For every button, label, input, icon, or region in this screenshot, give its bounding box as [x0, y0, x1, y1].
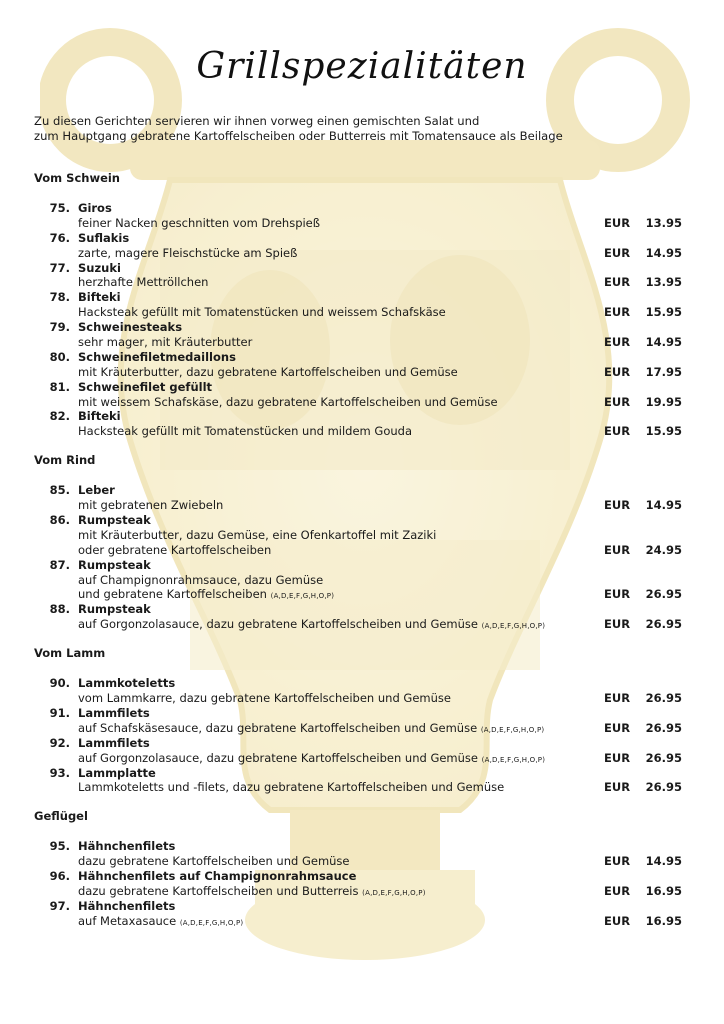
item-description: [78, 543, 271, 558]
item-currency: EUR: [604, 394, 631, 409]
item-currency: EUR: [604, 883, 631, 898]
item-description: [78, 617, 545, 634]
item-number: 96.: [49, 869, 70, 884]
menu-item: [0, 766, 724, 796]
item-description: [78, 854, 350, 869]
item-number: 95.: [49, 839, 70, 854]
item-currency: EUR: [604, 424, 631, 439]
item-description: [78, 498, 223, 513]
item-name: Rumpsteak: [78, 513, 151, 528]
allergen-codes: (A,D,E,F,G,H,O,P): [480, 725, 545, 734]
item-description-text: herzhafte Mettröllchen: [78, 275, 209, 290]
section-title: Vom Lamm: [34, 646, 106, 661]
item-description-text: auf Gorgonzolasauce, dazu gebratene Kartoffelscheiben und Gemüse: [78, 617, 478, 632]
menu-item: [0, 513, 724, 558]
item-name: Suflakis: [78, 230, 130, 245]
allergen-codes: (A,D,E,F,G,H,O,P): [481, 622, 546, 631]
item-price: 26.95: [645, 720, 682, 735]
item-description: [78, 573, 323, 588]
menu-item: [0, 320, 724, 350]
item-price: 13.95: [645, 215, 682, 230]
item-currency: EUR: [604, 498, 631, 513]
item-description-text: zarte, magere Fleischstücke am Spieß: [78, 245, 298, 260]
item-name: Lammplatte: [78, 765, 156, 780]
intro-line: zum Hauptgang gebratene Kartoffelscheiben oder Butterreis mit Tomatensauce als Beilage: [34, 129, 563, 143]
item-currency: EUR: [604, 245, 631, 260]
item-description: [78, 914, 243, 931]
item-description-text: Hacksteak gefüllt mit Tomatenstücken und mildem Gouda: [78, 424, 412, 439]
menu-item: [0, 736, 724, 766]
item-description-text: Hacksteak gefüllt mit Tomatenstücken und weissem Schafskäse: [78, 305, 446, 320]
item-description: [78, 780, 504, 795]
section-title: Vom Rind: [34, 453, 96, 468]
item-number: 91.: [49, 705, 70, 720]
item-price: 15.95: [645, 305, 682, 320]
item-number: 90.: [49, 676, 70, 691]
menu-item: [0, 676, 724, 706]
menu-item: [0, 558, 724, 603]
item-currency: EUR: [604, 691, 631, 706]
item-number: 87.: [49, 557, 70, 572]
item-description-text: feiner Nacken geschnitten vom Drehspieß: [78, 215, 321, 230]
item-description-text: auf Schafskäsesauce, dazu gebratene Kartoffelscheiben und Gemüse: [78, 720, 478, 735]
item-number: 75.: [49, 201, 70, 215]
item-description-text: mit Kräuterbutter, dazu gebratene Kartoffelscheiben und Gemüse: [78, 364, 458, 379]
item-name: Lammkoteletts: [78, 676, 176, 691]
item-price: 19.95: [645, 394, 682, 409]
item-name: Lammfilets: [78, 735, 150, 750]
intro-text: [34, 114, 694, 144]
menu-list: [0, 171, 724, 943]
item-name: Rumpsteak: [78, 557, 151, 572]
menu-item: [0, 261, 724, 291]
item-currency: EUR: [604, 913, 631, 928]
menu-item: [0, 839, 724, 869]
menu-item: [0, 380, 724, 410]
item-description-text: auf Gorgonzolasauce, dazu gebratene Kartoffelscheiben und Gemüse: [78, 750, 478, 765]
item-name: Lammfilets: [78, 705, 150, 720]
item-number: 81.: [49, 379, 70, 394]
item-name: Suzuki: [78, 260, 121, 275]
item-price: 14.95: [645, 854, 682, 869]
item-currency: EUR: [604, 750, 631, 765]
item-name: Bifteki: [78, 290, 121, 305]
menu-item: [0, 409, 724, 439]
item-price: 26.95: [645, 617, 682, 632]
item-description-text: mit gebratenen Zwiebeln: [78, 498, 224, 513]
item-price: 26.95: [645, 587, 682, 602]
item-name: Hähnchenfilets: [78, 839, 176, 854]
item-number: 76.: [49, 230, 70, 245]
menu-item: [0, 483, 724, 513]
item-description: [78, 395, 498, 410]
section-title: Geflügel: [34, 809, 88, 824]
item-number: 82.: [49, 409, 70, 424]
intro-line: Zu diesen Gerichten servieren wir ihnen vorweg einen gemischten Salat und: [34, 114, 480, 128]
item-currency: EUR: [604, 720, 631, 735]
item-price: 26.95: [645, 750, 682, 765]
allergen-codes: (A,D,E,F,G,H,O,P): [179, 918, 244, 927]
item-number: 77.: [49, 260, 70, 275]
item-currency: EUR: [604, 215, 631, 230]
item-currency: EUR: [604, 780, 631, 795]
item-description: [78, 424, 412, 439]
page-title: Grillspezialitäten: [196, 46, 528, 87]
item-currency: EUR: [604, 587, 631, 602]
item-price: 24.95: [645, 542, 682, 557]
item-name: Schweinefilet gefüllt: [78, 379, 213, 394]
item-name: Hähnchenfilets: [78, 898, 176, 913]
item-description-text: dazu gebratene Kartoffelscheiben und Butterreis: [78, 883, 359, 898]
item-number: 97.: [49, 898, 70, 913]
item-currency: EUR: [604, 305, 631, 320]
item-description-text: mit Kräuterbutter, dazu Gemüse, eine Ofenkartoffel mit Zaziki: [78, 527, 437, 542]
item-description-text: vom Lammkarre, dazu gebratene Kartoffelscheiben und Gemüse: [78, 691, 451, 706]
item-description: [78, 365, 458, 380]
item-description-text: sehr mager, mit Kräuterbutter: [78, 335, 253, 350]
item-price: 14.95: [645, 335, 682, 350]
item-description: [78, 691, 451, 706]
item-number: 88.: [49, 602, 70, 617]
item-number: 78.: [49, 290, 70, 305]
item-description-text: und gebratene Kartoffelscheiben: [78, 587, 267, 602]
item-number: 86.: [49, 513, 70, 528]
item-description: [78, 528, 436, 543]
item-number: 80.: [49, 349, 70, 364]
item-description-text: mit weissem Schafskäse, dazu gebratene Kartoffelscheiben und Gemüse: [78, 394, 498, 409]
item-price: 17.95: [645, 364, 682, 379]
item-price: 14.95: [645, 498, 682, 513]
item-description: [78, 275, 208, 290]
allergen-codes: (A,D,E,F,G,H,O,P): [270, 592, 335, 601]
item-currency: EUR: [604, 854, 631, 869]
item-description-text: oder gebratene Kartoffelscheiben: [78, 542, 272, 557]
item-price: 16.95: [645, 883, 682, 898]
item-currency: EUR: [604, 335, 631, 350]
item-name: Giros: [78, 201, 112, 215]
item-price: 26.95: [645, 691, 682, 706]
section-title: Vom Schwein: [34, 171, 120, 185]
item-price: 13.95: [645, 275, 682, 290]
item-name: Schweinesteaks: [78, 320, 183, 335]
allergen-codes: (A,D,E,F,G,H,O,P): [481, 755, 546, 764]
item-name: Leber: [78, 483, 115, 498]
item-currency: EUR: [604, 542, 631, 557]
item-number: 79.: [49, 320, 70, 335]
item-description-text: dazu gebratene Kartoffelscheiben und Gemüse: [78, 854, 350, 869]
item-name: Rumpsteak: [78, 602, 151, 617]
menu-item: [0, 602, 724, 632]
item-description: [78, 335, 252, 350]
item-number: 92.: [49, 735, 70, 750]
item-price: 14.95: [645, 245, 682, 260]
menu-item: [0, 231, 724, 261]
item-name: Hähnchenfilets auf Champignonrahmsauce: [78, 869, 357, 884]
menu-item: [0, 869, 724, 899]
item-description: [78, 305, 446, 320]
menu-item: [0, 350, 724, 380]
item-description-text: Lammkoteletts und -filets, dazu gebratene Kartoffelscheiben und Gemüse: [78, 780, 505, 795]
item-price: 26.95: [645, 780, 682, 795]
item-description: [78, 216, 320, 231]
item-description-text: auf Champignonrahmsauce, dazu Gemüse: [78, 572, 324, 587]
item-currency: EUR: [604, 275, 631, 290]
menu-item: [0, 201, 724, 231]
item-number: 85.: [49, 483, 70, 498]
item-price: 15.95: [645, 424, 682, 439]
item-description-text: auf Metaxasauce: [78, 913, 177, 928]
menu-item: [0, 290, 724, 320]
item-currency: EUR: [604, 617, 631, 632]
allergen-codes: (A,D,E,F,G,H,O,P): [362, 888, 426, 897]
item-name: Schweinefiletmedaillons: [78, 349, 236, 364]
item-name: Bifteki: [78, 409, 121, 424]
item-price: 16.95: [645, 913, 682, 928]
item-number: 93.: [49, 765, 70, 780]
menu-item: [0, 899, 724, 929]
item-currency: EUR: [604, 364, 631, 379]
menu-item: [0, 706, 724, 736]
item-description: [78, 246, 297, 261]
